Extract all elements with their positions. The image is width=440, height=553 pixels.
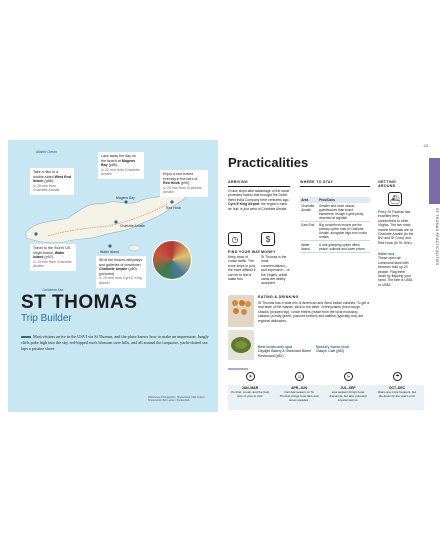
money-heading: MONEY [261, 250, 276, 254]
best-locals-spot: Best locals-only spot Daylight Bakery & Starboard Barrel Restaurant (p82) [258, 345, 311, 358]
arriving-heading: ARRIVING [228, 180, 248, 184]
callout-water-island: Travel to the 'fourth' US Virgin Island, Water Island (p92). ⊙ 15 min from Charlotte Amalie [30, 244, 76, 271]
map-label-magens: Magens Bay [116, 196, 135, 200]
season-text: It's drier, cooler, and the best time of year to visit. [230, 390, 270, 398]
stay-rule [300, 186, 370, 187]
season-heading: OCT–DEC [388, 386, 406, 390]
intro-bar-ornament [21, 336, 31, 337]
eating-heading: EATING & DRINKING [258, 295, 299, 299]
money-text: St Thomas is the most commercialized – and expensive – of the Virgins; credit cards are widely accepted. [261, 255, 290, 286]
island-small-shape [128, 245, 140, 251]
season-text: Rains are more frequent, but die down by the year's end. [377, 390, 417, 398]
map-label-charlotte: Charlotte Amalie [120, 224, 145, 228]
map-pin-water-island [108, 244, 111, 247]
stay-table [300, 197, 370, 253]
stay-heading: WHERE TO STAY [300, 180, 334, 184]
find-way-text: Keep track of cruise traffic. The more ships in port, the more difficult it can be to find a safari bus. [228, 255, 256, 282]
page-number: 43 [423, 143, 428, 148]
charlotte-amalie-photo [152, 240, 192, 280]
sun-icon: ☀ [246, 372, 255, 381]
chapter-side-label: ST THOMAS PRACTICALITIES [435, 208, 439, 266]
map-pin-redhook [170, 200, 173, 203]
season-heading: JAN–MAR [241, 386, 259, 390]
map-label-redhook: Red Hook [166, 206, 182, 210]
stay-area-cell: Charlotte Amalie [300, 203, 318, 222]
trip-builder-page [8, 140, 218, 412]
map-pin-magens [124, 200, 127, 203]
stay-pros-cell: A rare glamping option offers peace, solitude and lower prices. [318, 241, 370, 252]
season-text: Carnival season on St Thomas brings food fairs and street parades. [279, 390, 319, 402]
callout-charlotte-amalie: Stroll the historic alleyways and galleries of downtown Charlotte Amalie (p80) (pictured). ⊙ 20 min from Cyril E King Airport [96, 256, 146, 288]
dollar-icon: $ [261, 232, 275, 246]
johnnycakes-photo [228, 295, 254, 327]
arriving-text: Cruise ships take advantage of the same protected harbor that brought the Dutch West India Company here centuries ago. Cyril E King Airport, the region's main air hub, is just west of Charlotte Amalie. [228, 189, 290, 211]
practicalities-title: Practicalities [228, 155, 309, 170]
season-heading: JUL–SEP [340, 386, 356, 390]
page-title: ST THOMAS [21, 292, 138, 313]
season-text: Low season brings hotel discounts, but also potential tropical storms. [329, 390, 367, 402]
map-label-atlantic: Atlantic Ocean [36, 150, 57, 154]
table-row [300, 221, 370, 240]
table-row [300, 203, 370, 222]
rain-icon: ☂ [393, 372, 402, 381]
intro-paragraph: Most visitors arrive in the USVI via St Thomas, and the place knows how to make an impression. Jungly cliffs poke high into the sky, red-hipped roofs blossom over hills, and all around the turquoise, yacht-dotted sea laps a pristine shore. [21, 334, 209, 351]
page-subtitle: Trip Builder [21, 313, 72, 324]
stay-pros-cell: Big, beachfront resorts are the primary option east of Charlotte Amalie, alongside high-end condo rentals. [318, 221, 370, 240]
stay-area-cell: Water Island [300, 241, 318, 252]
storm-icon: ϟ [344, 372, 353, 381]
callout-west-end: Take a hike to a double-sided West End beach (p88). ⊙ 25 min from Charlotte Amalie [30, 168, 74, 195]
ferry-text: Ferry St Thomas has excellent ferry connections to other Virgins. The two main marine terminals are at Charlotte Amalie (to the BVI and St Croix) and Red Hook (to St John). [378, 210, 414, 245]
book-spread [8, 140, 439, 412]
eating-text: St Thomas has a wide mix of American and West Indian cuisines. To get a real taste of the islands, stick to the latter. Johnnycakes (fried dough snacks; pictured top), conch fritters (made from the local mollusks), callaloo (a leafy green; pictured bottom) and saltfish (typically cod) are regional delicacies. [258, 301, 370, 323]
stay-col-area: Area [300, 197, 318, 203]
ferry-icon: ⛴ [388, 192, 402, 206]
stay-pros-cell: Smaller and more casual guesthouses than found elsewhere, though it gets pretty deserted at nightfall. [318, 203, 370, 222]
map-label-water-island: Water Island [100, 250, 119, 254]
find-way-heading: FIND YOUR WAY [228, 250, 261, 254]
mask-icon: ☺ [296, 373, 303, 380]
map-pin-west-end [34, 232, 37, 235]
practicalities-page [218, 140, 439, 412]
must-try-fusion: Must-try fusion food Gladys' Cafe (p82) [316, 345, 349, 354]
callaloo-photo [228, 330, 254, 360]
stay-col-pros: Pros/Cons [318, 197, 370, 203]
chapter-tab [429, 158, 440, 204]
map-label-caribbean: Caribbean Sea [42, 288, 64, 292]
arriving-rule [228, 186, 290, 187]
callout-magens-bay: Laze away the day on the beach at Magens Bay (p86). ⊙ 20 min from Charlotte Amalie [98, 152, 144, 179]
season-heading: APR–JUN [291, 386, 307, 390]
stay-area-cell: East End [300, 221, 318, 240]
ornament-bar [228, 368, 248, 370]
safari-bus-text: Safari bus These open-air communal taxis with benches hold up 20 people. Flag them down by flapping your hand. The fare is US$1 or US$2. [378, 252, 413, 287]
map-pin-charlotte [114, 220, 117, 223]
photo-credit: Whitehouse Photography / Shutterstock; Matt Cohen / Shutterstock; Bob Levine / Shutterstock [148, 396, 206, 402]
callout-red-hook: Enjoy a rum-fueled evening in the bars of Red Hook (p90). ⊙ 25 min from Charlotte Amalie [160, 170, 208, 197]
getting-around-heading: GETTING AROUND [378, 180, 397, 188]
table-row [300, 241, 370, 252]
clock-icon: ◷ [228, 232, 242, 246]
